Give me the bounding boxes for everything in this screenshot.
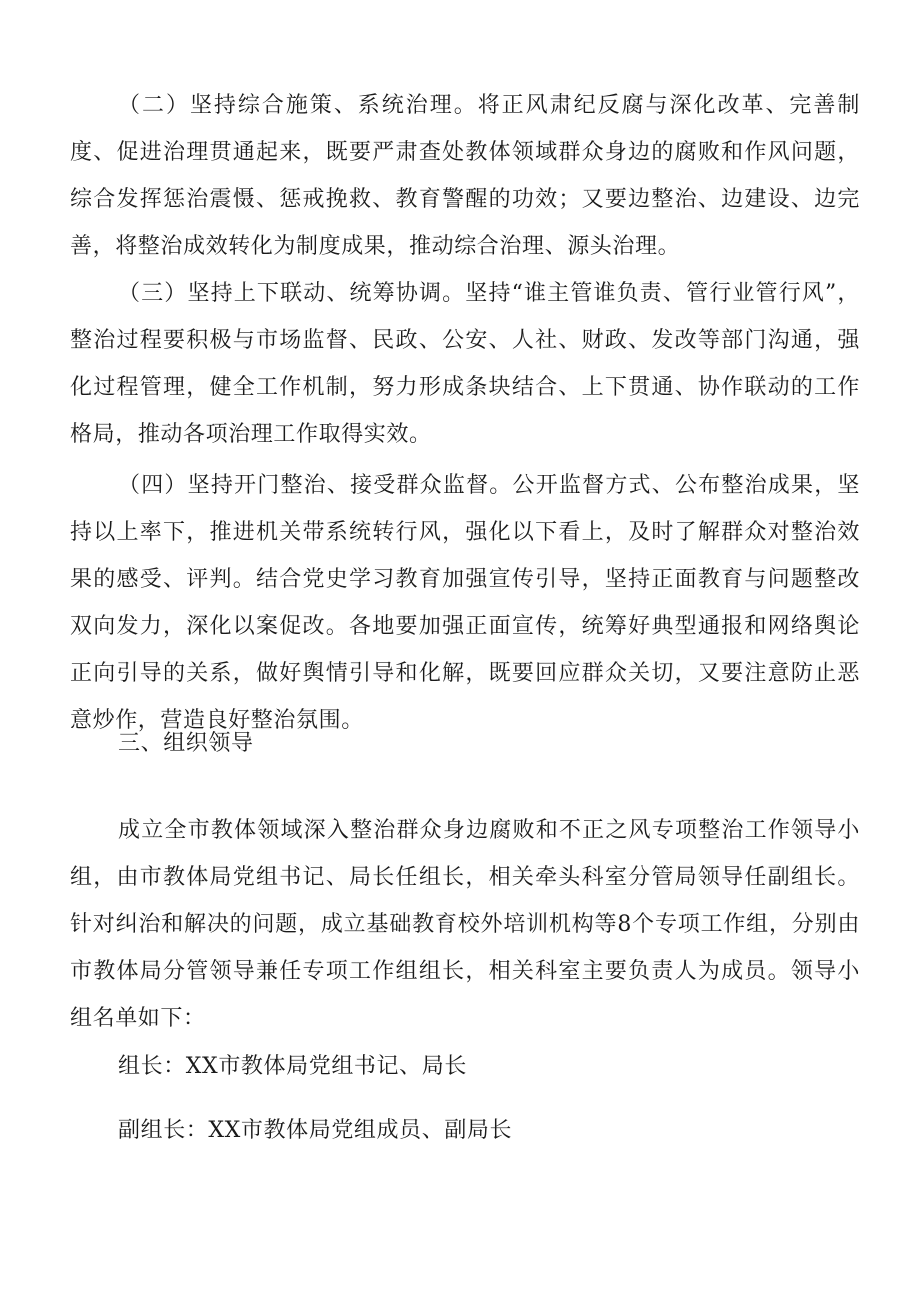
paragraph-coordination: （三）坚持上下联动、统筹协调。坚持“谁主管谁负责、管行业管行风”，整治过程要积极与市场监督、民政、公安、人社、财政、发改等部门沟通，强化过程管理，健全工作机制，努力形成条块结合、上下贯通、协作联动的工作格局，推动各项治理工作取得实效。 bbox=[70, 281, 860, 447]
paragraph-public-supervision: （四）坚持开门整治、接受群众监督。公开监督方式、公布整治成果，坚持以上率下，推进机关带系统转行风，强化以下看上，及时了解群众对整治效果的感受、评判。结合党史学习教育加强宣传引导，坚持正面教育与问题整改双向发力，深化以案促改。各地要加强正面宣传，统筹好典型通报和网络舆论正向引导的关系，做好舆情引导和化解，既要回应群众关切，又要注意防止恶意炒作，营造良好整治氛围。 bbox=[70, 473, 860, 733]
leader-line: 组长：XX市教体局党组书记、局长 bbox=[118, 1054, 467, 1079]
paragraph-comprehensive-governance: （二）坚持综合施策、系统治理。将正风肃纪反腐与深化改革、完善制度、促进治理贯通起来，既要严肃查处教体领域群众身边的腐败和作风问题，综合发挥惩治震慑、惩戒挽救、教育警醒的功效；又要边整治、边建设、边完善，将整治成效转化为制度成果，推动综合治理、源头治理。 bbox=[70, 93, 860, 259]
paragraph-leading-group: 成立全市教体领域深入整治群众身边腐败和不正之风专项整治工作领导小组，由市教体局党组书记、局长任组长，相关牵头科室分管局领导任副组长。针对纠治和解决的问题，成立基础教育校外培训机构等8个专项工作组，分别由市教体局分管领导兼任专项工作组组长，相关科室主要负责人为成员。领导小组名单如下： bbox=[70, 818, 860, 1031]
section-heading-organization: 三、组织领导 bbox=[118, 731, 254, 756]
deputy-leader-line: 副组长：XX市教体局党组成员、副局长 bbox=[118, 1118, 513, 1143]
